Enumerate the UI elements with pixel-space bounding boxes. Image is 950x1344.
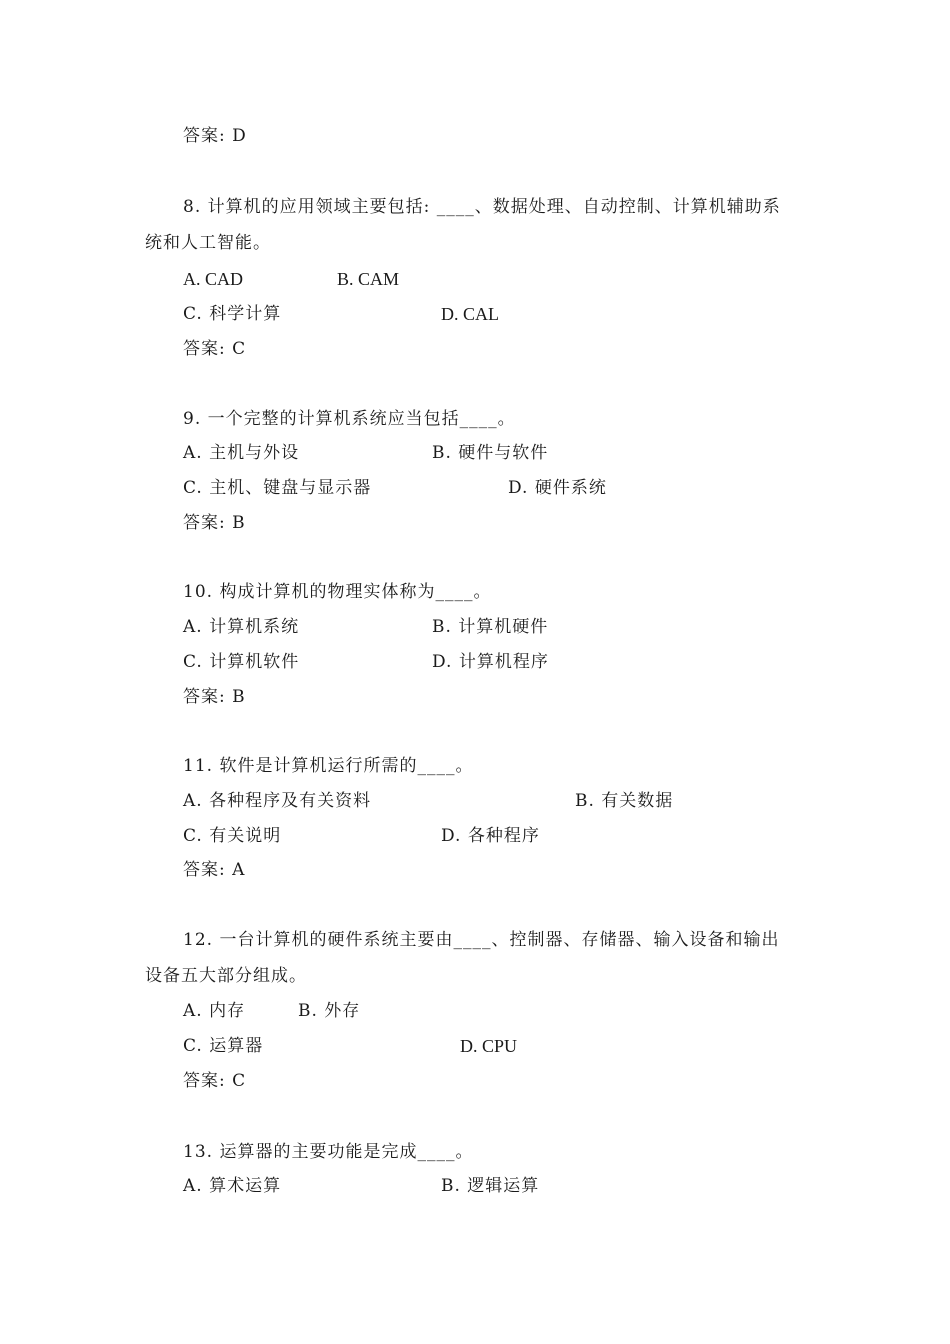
answer-value: B bbox=[232, 513, 246, 533]
option-b: B. 计算机硬件 bbox=[432, 617, 549, 637]
answer-label: 答案: bbox=[183, 339, 226, 359]
option-d: D. 硬件系统 bbox=[508, 478, 607, 498]
option-b: B. 有关数据 bbox=[575, 791, 674, 811]
option-c: C. 运算器 bbox=[183, 1036, 264, 1056]
question-stem: 11. 软件是计算机运行所需的____。 bbox=[183, 756, 474, 776]
option-c: C. 主机、键盘与显示器 bbox=[183, 478, 372, 498]
question-stem: 10. 构成计算机的物理实体称为____。 bbox=[183, 582, 492, 602]
answer-value: A bbox=[232, 860, 246, 880]
option-c: C. 计算机软件 bbox=[183, 652, 300, 672]
answer-line bbox=[183, 685, 246, 709]
answer-value: C bbox=[232, 1071, 247, 1091]
option-b: B. 硬件与软件 bbox=[432, 443, 549, 463]
answer-line bbox=[183, 124, 247, 148]
answer-label: 答案: bbox=[183, 1071, 226, 1091]
option-a: A. 主机与外设 bbox=[183, 443, 300, 463]
option-d: D. CPU bbox=[460, 1036, 518, 1056]
option-a: A. 计算机系统 bbox=[183, 617, 300, 637]
option-d: D. CAL bbox=[441, 304, 499, 324]
answer-line bbox=[183, 858, 245, 882]
option-a: A. 算术运算 bbox=[183, 1176, 282, 1196]
answer-label: 答案: bbox=[183, 513, 226, 533]
option-b: B. 外存 bbox=[298, 1001, 361, 1021]
option-a: A. 各种程序及有关资料 bbox=[183, 791, 372, 811]
question-stem: 8. 计算机的应用领域主要包括: ____、数据处理、自动控制、计算机辅助系 bbox=[183, 197, 781, 217]
answer-value: C bbox=[232, 339, 247, 359]
answer-label: 答案: bbox=[183, 126, 226, 146]
option-a: A. CAD bbox=[183, 269, 244, 289]
answer-value: B bbox=[232, 687, 246, 707]
answer-line bbox=[183, 1069, 246, 1093]
option-b: B. 逻辑运算 bbox=[441, 1176, 540, 1196]
option-b: B. CAM bbox=[337, 269, 400, 289]
question-stem-continued: 设备五大部分组成。 bbox=[145, 966, 307, 986]
answer-line bbox=[183, 337, 246, 361]
option-a: A. 内存 bbox=[183, 1001, 246, 1021]
answer-label: 答案: bbox=[183, 687, 226, 707]
question-stem: 9. 一个完整的计算机系统应当包括____。 bbox=[183, 409, 516, 429]
answer-label: 答案: bbox=[183, 860, 226, 880]
answer-value: D bbox=[232, 126, 247, 146]
option-c: C. 有关说明 bbox=[183, 826, 282, 846]
option-d: D. 计算机程序 bbox=[432, 652, 549, 672]
answer-line bbox=[183, 511, 246, 535]
option-d: D. 各种程序 bbox=[441, 826, 540, 846]
question-stem: 12. 一台计算机的硬件系统主要由____、控制器、存储器、输入设备和输出 bbox=[183, 930, 780, 950]
option-c: C. 科学计算 bbox=[183, 304, 282, 324]
question-stem: 13. 运算器的主要功能是完成____。 bbox=[183, 1142, 474, 1162]
question-stem-continued: 统和人工智能。 bbox=[145, 233, 271, 253]
